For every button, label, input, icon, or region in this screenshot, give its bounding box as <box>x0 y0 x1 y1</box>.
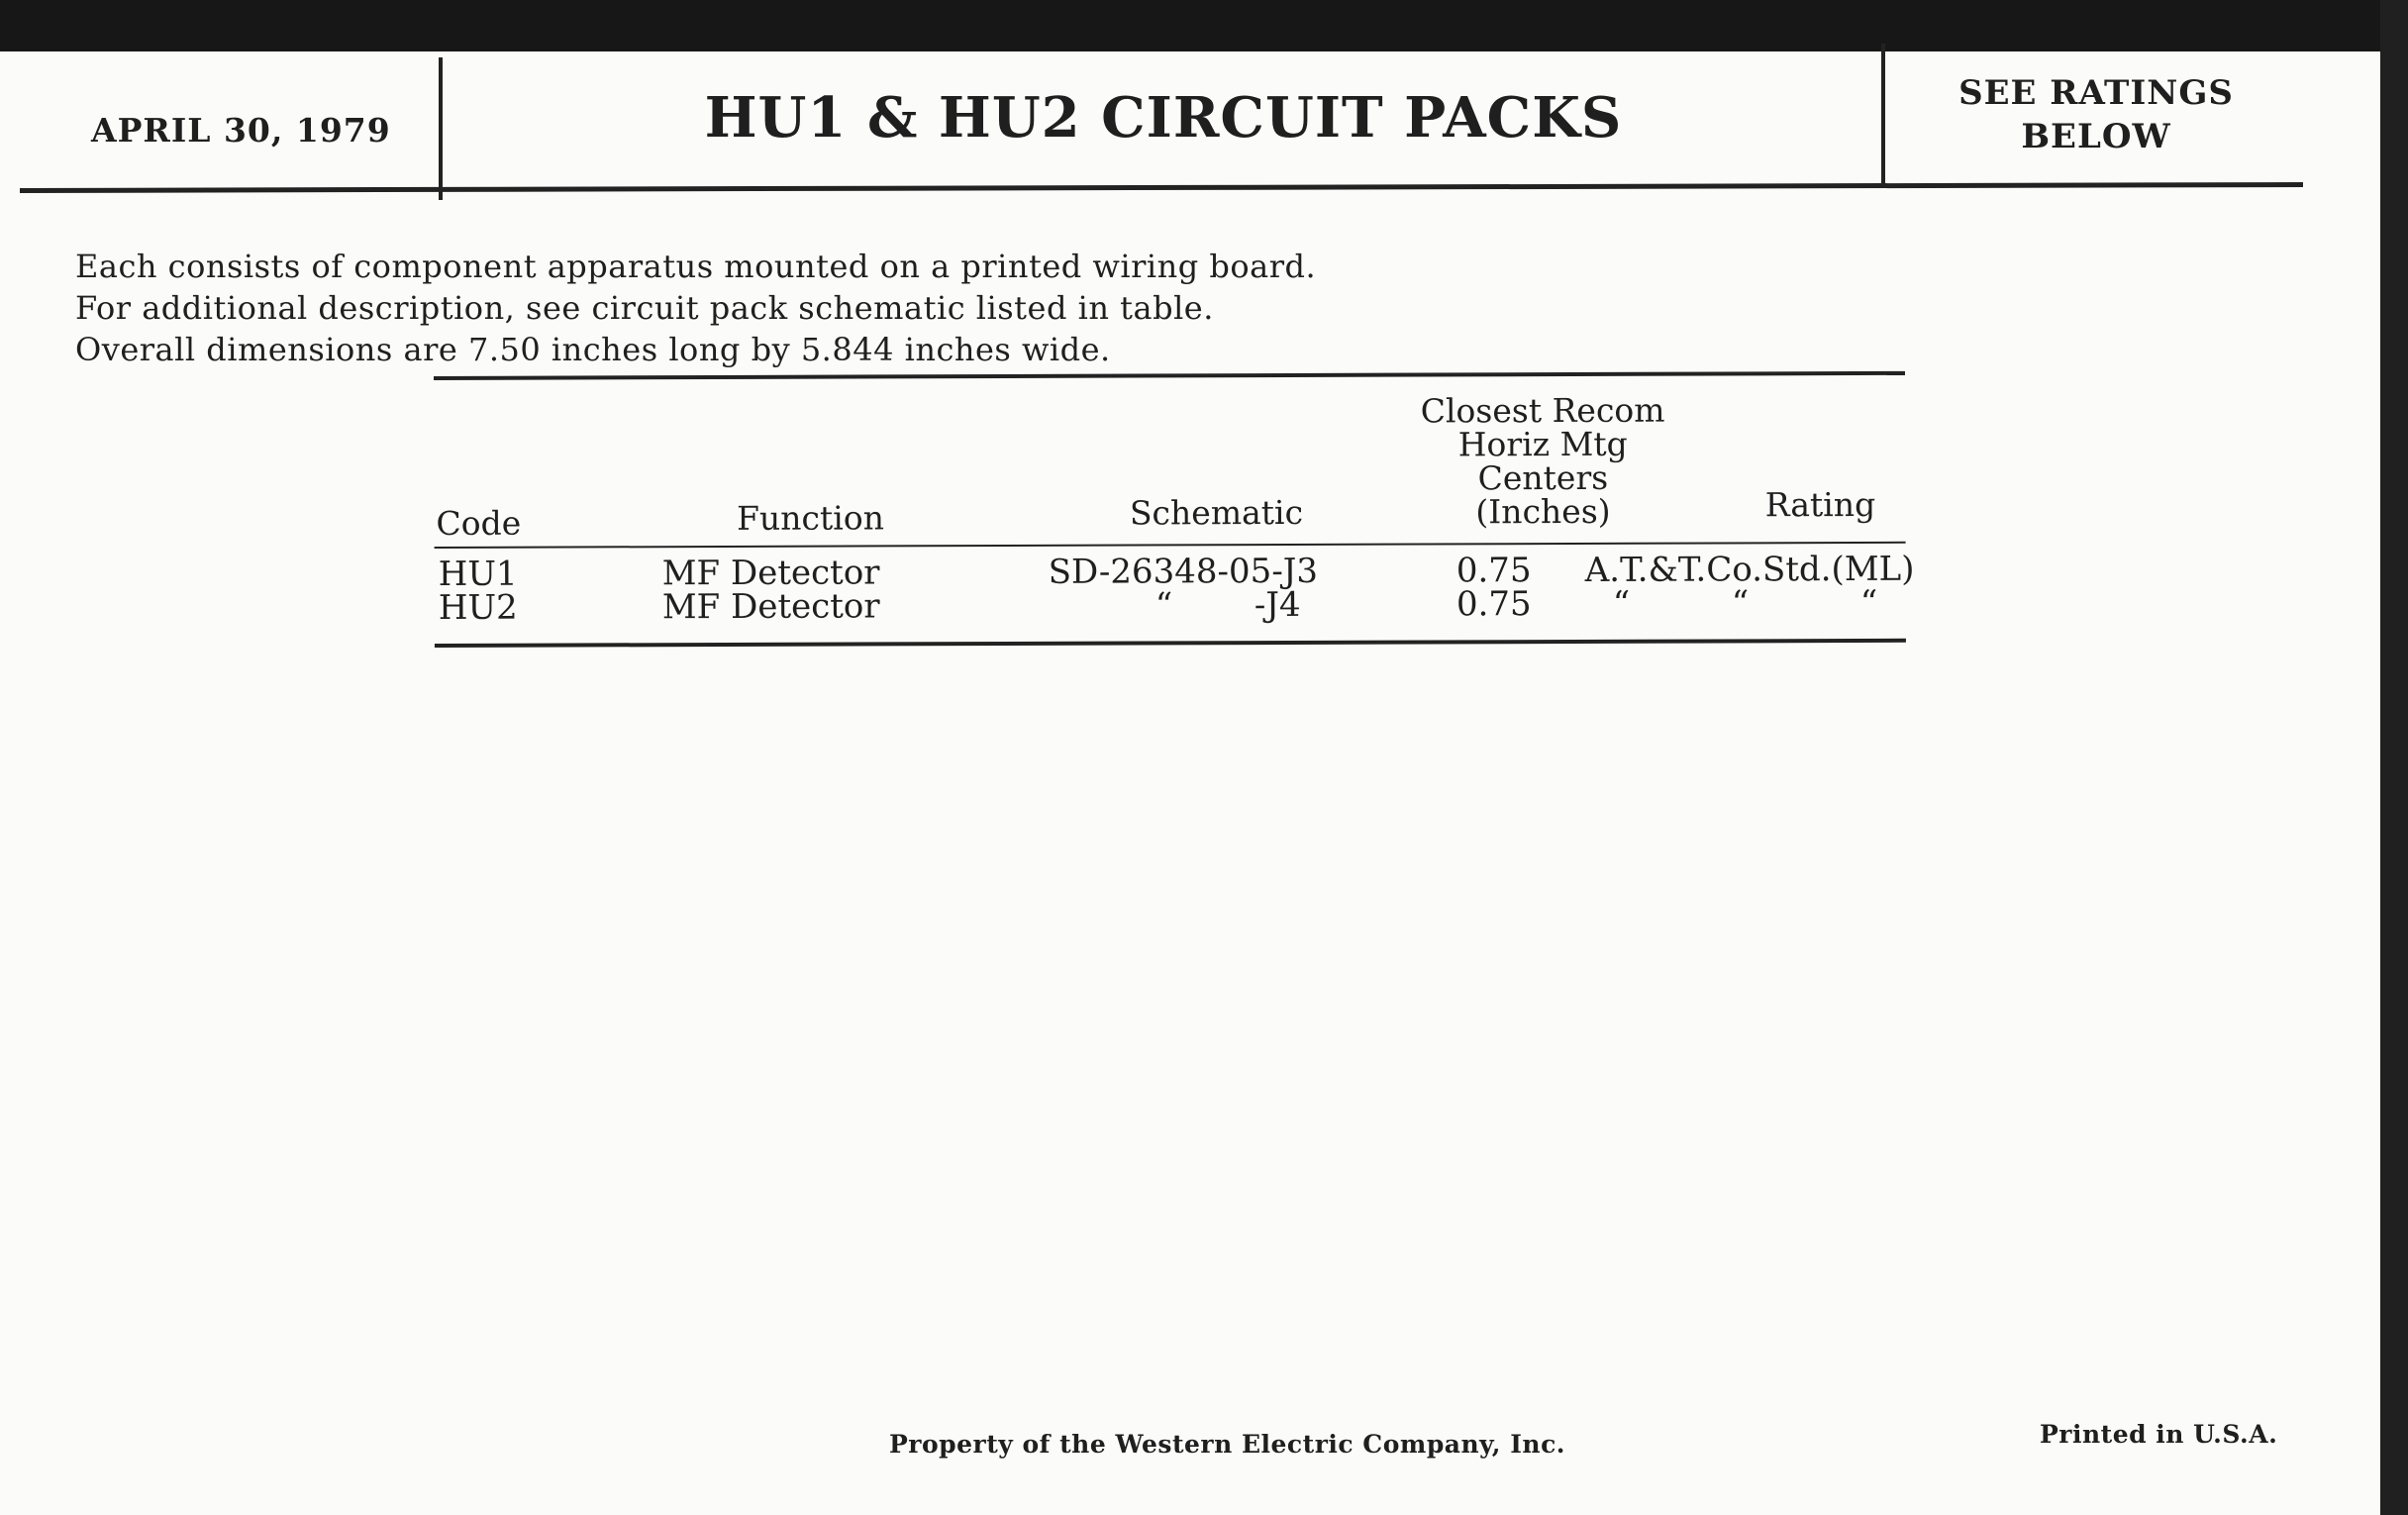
column-header-line: (Inches) <box>1475 491 1611 532</box>
cell-mounting-centers: 0.75 <box>1455 584 1532 625</box>
column-header-function: Function <box>737 498 884 538</box>
column-header-line: Closest Recom <box>1420 390 1665 431</box>
intro-text <box>75 246 1316 370</box>
circuit-pack-table <box>434 371 1915 654</box>
scan-border-right <box>2380 0 2408 1515</box>
ratings-note-line-1: SEE RATINGS <box>1958 73 2234 113</box>
footer-property-notice: Property of the Western Electric Company, Inc. <box>889 1430 1566 1459</box>
column-header-line: Centers <box>1477 457 1609 498</box>
header-divider-left <box>439 57 443 200</box>
cell-rating: A.T.&T.Co.Std.(ML) <box>1584 549 1915 590</box>
column-header-schematic: Schematic <box>1129 492 1304 533</box>
column-header-line: Horiz Mtg <box>1457 424 1628 464</box>
intro-line: Overall dimensions are 7.50 inches long by 5.844 inches wide. <box>75 331 1111 368</box>
table-rule-bottom <box>435 639 1906 648</box>
cell-rating-ditto-mark: “ <box>1859 582 1878 623</box>
cell-mounting-centers: 0.75 <box>1455 551 1532 591</box>
column-header-rating: Rating <box>1764 484 1876 525</box>
column-header-code: Code <box>436 503 522 543</box>
cell-schematic-suffix: -J4 <box>1254 584 1301 626</box>
ratings-note <box>1893 71 2299 158</box>
document-title: HU1 & HU2 CIRCUIT PACKS <box>704 85 1623 151</box>
header-divider-right <box>1881 44 1885 188</box>
cell-schematic-ditto-mark: “ <box>1154 585 1173 626</box>
ratings-note-line-2: BELOW <box>2021 117 2171 156</box>
cell-rating-ditto-mark: “ <box>1612 583 1631 624</box>
cell-code: HU2 <box>438 587 518 628</box>
cell-function: MF Detector <box>661 553 880 594</box>
intro-line: For additional description, see circuit pack schematic listed in table. <box>75 289 1214 327</box>
footer-printed-notice: Printed in U.S.A. <box>2040 1420 2278 1449</box>
cell-code: HU1 <box>438 554 518 594</box>
table-rule-header <box>435 542 1906 549</box>
scan-border-top <box>0 0 2408 51</box>
cell-schematic: SD-26348-05-J3 <box>1048 551 1319 592</box>
cell-function: MF Detector <box>661 586 880 628</box>
intro-line: Each consists of component apparatus mounted on a printed wiring board. <box>75 248 1317 285</box>
cell-rating-ditto-mark: “ <box>1731 583 1750 624</box>
issue-date: APRIL 30, 1979 <box>91 111 391 150</box>
